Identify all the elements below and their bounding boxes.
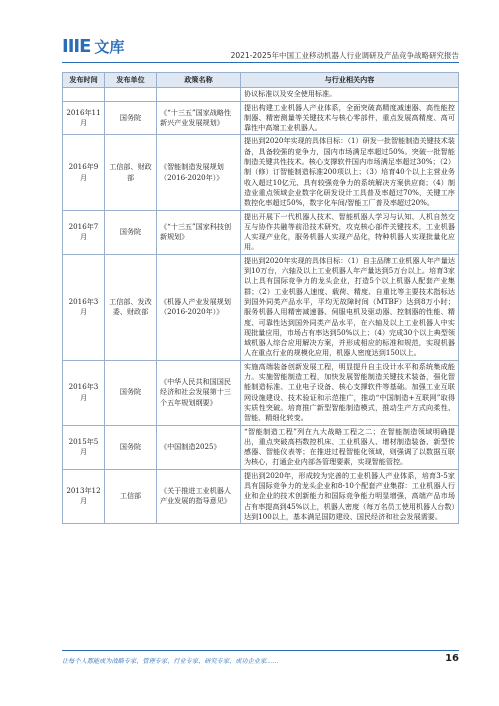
policy-table [62, 72, 459, 524]
cell-policy: 《中华人民共和国国民经济和社会发展第十三个五年规划纲要》 [157, 360, 241, 425]
table-row [63, 254, 459, 360]
table-header-row [63, 73, 459, 88]
cell-content: 提出到2020年，形成较为完善的工业机器人产业体系，培育3-5家具有国际竞争力的龙头企业和8-10个配套产业集群：工业机器人行业和企业的技术创新能力和国际竞争能力明显增强，高端产品市场占有率提高到45%以上，机器人密度（每万名员工使用机器人台数）达到100以上，基本满足国防建设、国民经济和社会发展需要。 [241, 469, 459, 523]
cell-policy: 《机器人产业发展规划（2016-2020年）》 [157, 254, 241, 360]
header-time: 发布时间 [63, 73, 105, 88]
table-row [63, 101, 459, 135]
table-row [63, 135, 459, 210]
cell-time: 2016年9月 [63, 135, 105, 210]
cell-content: 协议标准以及安全使用标准。 [241, 88, 459, 101]
cell-content: 提出到2020年实现的具体目标：（1）自主品牌工业机器人年产量达到10万台，六轴及以上工业机器人年产量达到5万台以上。培育3家以上具有国际竞争力的龙头企业，打造5个以上机器人配套产业集群；（2）工业机器人速度、载荷、精度、自重比等主要技术指标达到国外同类产品水平，平均无故障时间（MTBF）达到8万小时；服务机器人用精密减速器、伺服电机及驱动器、控制器的性能、精度、可靠性达到国外同类产品水平，在六轴及以上工业机器人中实现批量应用，市场占有率达到50%以上；（4）完成30个以上典型领域机器人综合应用解决方案，并形成相应的标准和规范，实现机器人在重点行业的规模化应用，机器人密度达到150以上。 [241, 254, 459, 360]
table-row [63, 425, 459, 469]
cell-unit: 国务院 [105, 101, 157, 135]
logo-mark: IIIE [62, 36, 91, 57]
logo [62, 36, 124, 57]
cell-content: 提出开展下一代机器人技术、智能机器人学习与认知、人机自然交互与协作共融等前沿技术研究，攻克核心部件关键技术，工业机器人实现产业化，服务机器人实现产品化，特种机器人实现批量化应用。 [241, 210, 459, 254]
cell-unit: 工信部 [105, 469, 157, 523]
cell-content: 提出到2020年实现的具体目标：（1）研发一批智能制造关键技术装备，具备较强的竞争力，国内市场满足率超过50%。突破一批智能制造关键共性技术。核心支撑软件国内市场满足率超过30%；（2）制（修）订智能制造标准200项以上；（3）培育40个以上主营业务收入超过10亿元、具有较强竞争力的系统解决方案供应商；（4）制造业重点领域企业数字化研发设计工具普及率超过70%，关键工序数控化率超过50%，数字化车间/智能工厂普及率超过20%。 [241, 135, 459, 210]
cell-unit: 工信部、财政部 [105, 135, 157, 210]
document-title: 2021-2025年中国工业移动机器人行业调研及产品竞争战略研究报告 [230, 51, 459, 60]
page-number: 16 [445, 653, 459, 664]
table-row [63, 469, 459, 523]
cell-time [63, 88, 105, 101]
cell-policy: 《智能制造发展规划（2016-2020年）》 [157, 135, 241, 210]
cell-unit [105, 88, 157, 101]
footer-slogan: 让每个人都能成为战略专家、管理专家、行业专家、研究专家、成功企业家…… [62, 658, 279, 665]
header-unit: 发布单位 [105, 73, 157, 88]
policy-table-container [62, 72, 459, 524]
logo-text: 文库 [94, 38, 125, 56]
cell-unit: 国务院 [105, 425, 157, 469]
footer-divider [62, 650, 459, 651]
cell-time: 2016年7月 [63, 210, 105, 254]
cell-unit: 工信部、发改委、财政部 [105, 254, 157, 360]
header-policy: 政策名称 [157, 73, 241, 88]
table-row [63, 210, 459, 254]
cell-time: 2016年3月 [63, 360, 105, 425]
cell-time: 2016年3月 [63, 254, 105, 360]
page-header [0, 0, 499, 60]
cell-unit: 国务院 [105, 210, 157, 254]
cell-content: “智能制造工程”列在九大战略工程之二；在智能制造领域明确提出，重点突破高档数控机床、工业机器人、增材制造装备、新型传感器、智能仪表等；在推进过程智能化领域，则强调了以数据互联为核心，打通企业内部各管理要素，实现智能管控。 [241, 425, 459, 469]
cell-policy: 《“十三五”国家战略性新兴产业发展规划》 [157, 101, 241, 135]
cell-time: 2016年11月 [63, 101, 105, 135]
cell-time: 2015年5月 [63, 425, 105, 469]
cell-content: 实施高端装备创新发展工程，明显提升自主设计水平和系统集成能力。实施智能制造工程，加快发展智能制造关键技术装备，强化智能制造标准、工业电子设备、核心支撑软件等基础。加强工业互联网设施建设、技术验证和示范推广，推动“中国制造+互联网”取得实质性突破。培育推广新型智能制造模式，推动生产方式向柔性、智能、精细化转变。 [241, 360, 459, 425]
header-divider [62, 62, 459, 63]
cell-content: 提出构建工业机器人产业体系，全面突破高精度减速器、高性能控制器、精密测量等关键技术与核心零部件，重点发展高精度、高可靠性中高端工业机器人。 [241, 101, 459, 135]
cell-policy: 《关于推进工业机器人产业发展的指导意见》 [157, 469, 241, 523]
cell-policy: 《中国制造2025》 [157, 425, 241, 469]
cell-policy [157, 88, 241, 101]
cell-unit: 国务院 [105, 360, 157, 425]
cell-time: 2013年12月 [63, 469, 105, 523]
header-content: 与行业相关内容 [241, 73, 459, 88]
cell-policy: 《“十三五”国家科技创新规划》 [157, 210, 241, 254]
table-row [63, 360, 459, 425]
table-row [63, 88, 459, 101]
